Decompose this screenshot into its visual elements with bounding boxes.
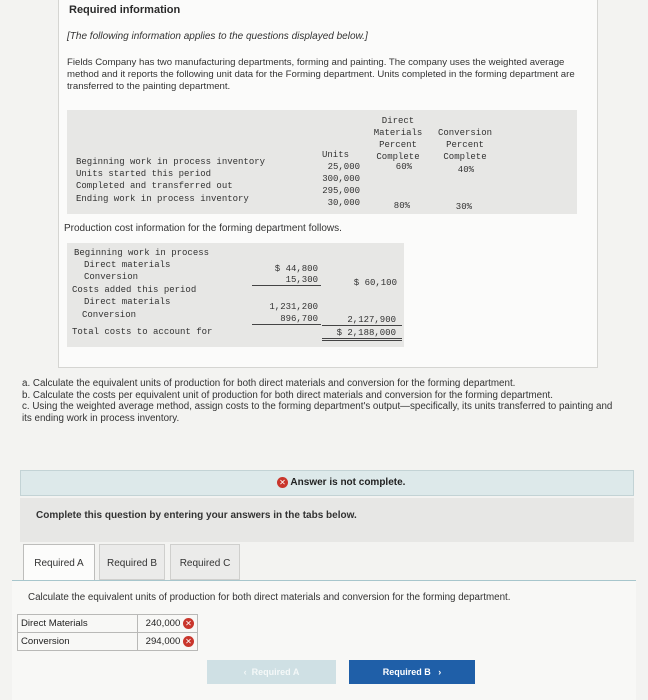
row-conv: 40% (457, 165, 474, 175)
added-label: Costs added this period (72, 285, 197, 295)
bwip-conv-label: Conversion (84, 272, 139, 282)
row-units: 300,000 (322, 174, 360, 184)
row-dm: 60% (395, 162, 412, 172)
tab-required-a[interactable]: Required A (23, 544, 95, 580)
added-dm-label: Direct materials (84, 297, 171, 307)
chevron-right-icon: › (438, 667, 442, 677)
tab-instruction: Calculate the equivalent units of production for both direct materials and conversion for the forming department. (28, 592, 511, 603)
table-row (18, 633, 198, 651)
table-row (18, 615, 198, 633)
added-dm-value: 1,231,200 (269, 302, 318, 312)
x-circle-icon: ✕ (183, 618, 194, 629)
complete-prompt: Complete this question by entering your answers in the tabs below. (36, 510, 357, 521)
prev-label: Required A (251, 667, 300, 677)
next-required-button[interactable] (349, 660, 475, 684)
row-units: 30,000 (327, 198, 360, 208)
added-total: 2,127,900 (322, 315, 402, 326)
answer-status (277, 477, 405, 488)
task-b: b. Calculate the costs per equivalent unit of production for both direct materials and conversion for the forming department. (22, 389, 553, 401)
answer-value: 294,000 (145, 636, 181, 648)
conv-header-line: Complete (443, 152, 487, 162)
conv-header-line: Percent (446, 140, 484, 150)
dm-header-line: Complete (376, 152, 420, 162)
tab-required-b[interactable]: Required B (99, 544, 165, 580)
tab-required-c[interactable]: Required C (170, 544, 240, 580)
row-label: Completed and transferred out (76, 181, 233, 191)
chevron-left-icon: ‹ (243, 667, 247, 677)
row-label: Ending work in process inventory (76, 194, 249, 204)
conversion-header (434, 127, 496, 163)
bwip-conv-value: 15,300 (252, 275, 321, 286)
x-circle-icon: ✕ (277, 477, 288, 488)
row-units: 25,000 (327, 162, 360, 172)
bwip-dm-label: Direct materials (84, 260, 171, 270)
answer-table (17, 614, 198, 651)
bwip-total: $ 60,100 (353, 278, 397, 288)
answer-status-text: Answer is not complete. (290, 477, 406, 489)
dm-header-line: Direct (381, 116, 415, 126)
dm-header-line: Percent (379, 140, 417, 150)
bwip-label: Beginning work in process (74, 248, 210, 258)
x-circle-icon: ✕ (183, 636, 194, 647)
answer-label: Direct Materials (18, 615, 138, 633)
row-dm: 80% (393, 201, 410, 211)
dm-header (368, 115, 428, 163)
answer-input-direct-materials[interactable] (138, 615, 198, 633)
conv-header-line: Conversion (437, 128, 492, 138)
bwip-dm-value: $ 44,800 (274, 264, 318, 274)
required-info-subtitle: [The following information applies to the questions displayed below.] (67, 31, 368, 42)
added-conv-label: Conversion (82, 310, 137, 320)
problem-intro: Fields Company has two manufacturing departments, forming and painting. The company uses the weighted average method and it reports the following unit data for the Forming department. Units completed in the forming department are transferred to the painting department. (67, 57, 575, 92)
required-info-title: Required information (69, 4, 181, 16)
row-conv: 30% (455, 202, 472, 212)
task-c: c. Using the weighted average method, assign costs to the forming department's output—specifically, its units transferred to painting and its ending work in process inventory. (22, 401, 613, 424)
dm-header-line: Materials (373, 128, 423, 138)
total-value: $ 2,188,000 (322, 328, 402, 341)
total-label: Total costs to account for (72, 327, 213, 337)
added-conv-value: 896,700 (252, 314, 321, 325)
task-instructions (22, 378, 622, 424)
prev-required-button[interactable] (207, 660, 336, 684)
units-header: Units (322, 150, 350, 160)
row-label: Units started this period (76, 169, 212, 179)
answer-label: Conversion (18, 633, 138, 651)
row-units: 295,000 (322, 186, 360, 196)
answer-input-conversion[interactable] (138, 633, 198, 651)
production-cost-intro: Production cost information for the forming department follows. (64, 223, 342, 234)
next-label: Required B (382, 667, 431, 677)
task-a: a. Calculate the equivalent units of production for both direct materials and conversion for the forming department. (22, 378, 516, 389)
row-label: Beginning work in process inventory (76, 157, 266, 167)
answer-value: 240,000 (145, 618, 181, 630)
